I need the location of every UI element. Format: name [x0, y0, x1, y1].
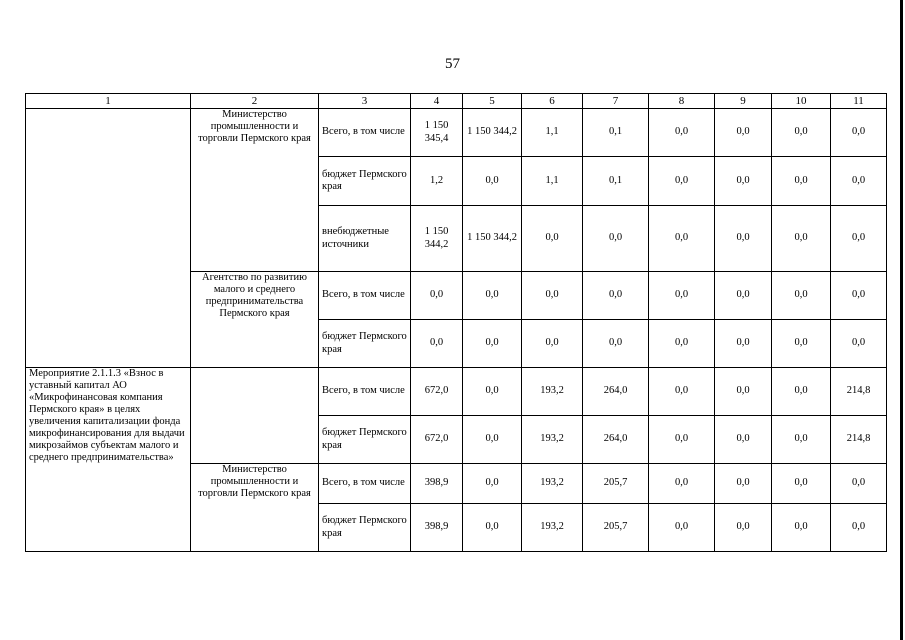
value-cell: 0,0 [772, 206, 831, 272]
funding-source-cell: бюджет Пермского края [319, 320, 411, 368]
value-cell: 0,0 [411, 272, 463, 320]
value-cell: 0,0 [715, 272, 772, 320]
funding-source-cell: бюджет Пермского края [319, 157, 411, 206]
value-cell: 0,0 [715, 416, 772, 464]
value-cell: 0,1 [583, 157, 649, 206]
value-cell: 205,7 [583, 464, 649, 504]
value-cell: 398,9 [411, 464, 463, 504]
column-header: 2 [191, 94, 319, 109]
value-cell: 0,0 [831, 272, 887, 320]
column-header: 3 [319, 94, 411, 109]
value-cell: 0,0 [649, 504, 715, 552]
value-cell: 0,0 [715, 504, 772, 552]
funding-source-cell: Всего, в том числе [319, 109, 411, 157]
page-number: 57 [445, 56, 460, 72]
funding-source-cell: внебюджетные источники [319, 206, 411, 272]
header-row [26, 94, 887, 109]
column-header: 1 [26, 94, 191, 109]
value-cell: 0,0 [831, 504, 887, 552]
column-header: 7 [583, 94, 649, 109]
value-cell: 672,0 [411, 368, 463, 416]
organization-cell: Министерство промышленности и торговли Пермского края [191, 464, 319, 552]
value-cell: 0,0 [772, 416, 831, 464]
value-cell: 0,0 [649, 206, 715, 272]
value-cell: 193,2 [522, 504, 583, 552]
value-cell: 0,0 [772, 320, 831, 368]
value-cell: 0,0 [715, 368, 772, 416]
value-cell: 0,0 [831, 157, 887, 206]
value-cell: 0,0 [831, 109, 887, 157]
value-cell: 0,0 [583, 272, 649, 320]
column-header: 8 [649, 94, 715, 109]
value-cell: 0,0 [463, 464, 522, 504]
value-cell: 1 150 344,2 [463, 206, 522, 272]
organization-cell: Агентство по развитию малого и среднего предпринимательства Пермского края [191, 272, 319, 368]
column-header: 5 [463, 94, 522, 109]
value-cell: 0,0 [463, 504, 522, 552]
column-header: 4 [411, 94, 463, 109]
value-cell: 193,2 [522, 368, 583, 416]
value-cell: 0,0 [522, 206, 583, 272]
value-cell: 0,0 [649, 109, 715, 157]
value-cell: 0,0 [649, 272, 715, 320]
value-cell: 0,0 [411, 320, 463, 368]
organization-cell-empty [191, 368, 319, 464]
value-cell: 0,0 [463, 320, 522, 368]
value-cell: 0,0 [715, 320, 772, 368]
value-cell: 0,0 [583, 206, 649, 272]
value-cell: 0,0 [831, 320, 887, 368]
measure-cell-empty [26, 109, 191, 368]
page-edge [900, 0, 903, 640]
value-cell: 0,0 [649, 320, 715, 368]
value-cell: 0,0 [772, 368, 831, 416]
column-header: 11 [831, 94, 887, 109]
organization-cell: Министерство промышленности и торговли Пермского края [191, 109, 319, 272]
value-cell: 0,0 [715, 109, 772, 157]
value-cell: 0,0 [715, 464, 772, 504]
value-cell: 0,0 [772, 157, 831, 206]
value-cell: 193,2 [522, 416, 583, 464]
value-cell: 0,0 [463, 157, 522, 206]
value-cell: 0,0 [463, 368, 522, 416]
value-cell: 205,7 [583, 504, 649, 552]
value-cell: 0,0 [463, 416, 522, 464]
value-cell: 0,0 [583, 320, 649, 368]
column-header: 6 [522, 94, 583, 109]
measure-cell: Мероприятие 2.1.1.3 «Взнос в уставный капитал АО «Микрофинансовая компания Пермского края» в целях увеличения капитализации фонда микрофинансирования для выдачи микрозаймов субъектам малого и среднего предпринимательства» [26, 368, 191, 552]
value-cell: 0,0 [772, 504, 831, 552]
value-cell: 264,0 [583, 416, 649, 464]
value-cell: 0,0 [831, 206, 887, 272]
table-row [26, 109, 887, 157]
value-cell: 0,0 [772, 109, 831, 157]
value-cell: 0,0 [715, 206, 772, 272]
value-cell: 193,2 [522, 464, 583, 504]
value-cell: 0,1 [583, 109, 649, 157]
value-cell: 1,1 [522, 157, 583, 206]
value-cell: 1 150 344,2 [463, 109, 522, 157]
value-cell: 0,0 [772, 464, 831, 504]
value-cell: 672,0 [411, 416, 463, 464]
value-cell: 0,0 [463, 272, 522, 320]
column-header: 10 [772, 94, 831, 109]
value-cell: 0,0 [715, 157, 772, 206]
funding-source-cell: Всего, в том числе [319, 368, 411, 416]
value-cell: 0,0 [649, 157, 715, 206]
value-cell: 1,1 [522, 109, 583, 157]
value-cell: 0,0 [649, 464, 715, 504]
table-row [26, 368, 887, 416]
column-header: 9 [715, 94, 772, 109]
value-cell: 1 150 344,2 [411, 206, 463, 272]
value-cell: 214,8 [831, 416, 887, 464]
value-cell: 214,8 [831, 368, 887, 416]
budget-table [25, 93, 887, 552]
value-cell: 0,0 [772, 272, 831, 320]
funding-source-cell: бюджет Пермского края [319, 504, 411, 552]
value-cell: 0,0 [649, 368, 715, 416]
value-cell: 0,0 [649, 416, 715, 464]
value-cell: 398,9 [411, 504, 463, 552]
value-cell: 0,0 [522, 320, 583, 368]
value-cell: 1,2 [411, 157, 463, 206]
value-cell: 1 150 345,4 [411, 109, 463, 157]
funding-source-cell: бюджет Пермского края [319, 416, 411, 464]
value-cell: 0,0 [522, 272, 583, 320]
funding-source-cell: Всего, в том числе [319, 272, 411, 320]
value-cell: 264,0 [583, 368, 649, 416]
funding-source-cell: Всего, в том числе [319, 464, 411, 504]
value-cell: 0,0 [831, 464, 887, 504]
